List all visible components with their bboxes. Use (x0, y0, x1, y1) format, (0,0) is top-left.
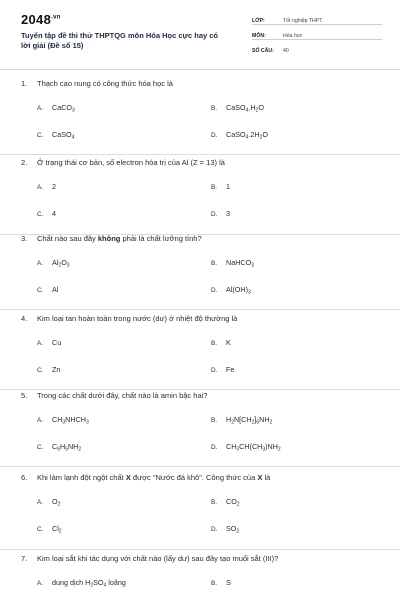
question-number: 7. (21, 554, 28, 563)
option-key: D. (211, 367, 218, 374)
meta-key: MÔN: (252, 33, 266, 39)
option-text: Al (52, 285, 59, 294)
option-key: A. (37, 417, 44, 424)
option-key: A. (37, 340, 44, 347)
answer-option-b[interactable] (211, 103, 264, 112)
option-text: $SO_2$ (226, 524, 240, 535)
answer-option-c[interactable] (37, 209, 56, 218)
option-key: B. (211, 105, 218, 112)
question-number: 6. (21, 473, 28, 482)
answer-option-b[interactable] (211, 182, 230, 191)
meta-row-subject (252, 26, 382, 40)
option-text: $Al(OH)_3$ (226, 285, 251, 296)
question-text: Chất nào sau đây không phải là chất lưỡng tính? (37, 234, 202, 243)
option-key: B. (211, 184, 218, 191)
question-3 (0, 234, 400, 310)
option-text: Fe (226, 365, 235, 374)
option-text: $CH_3NHCH_3$ (52, 415, 89, 426)
question-number: 1. (21, 79, 28, 88)
option-key: B. (211, 499, 218, 506)
page-title: Tuyển tập đề thi thử THPTQG môn Hóa Học cực hay có lời giải (Đề số 15) (21, 31, 218, 50)
answer-option-a[interactable] (37, 338, 61, 347)
question-stem (21, 391, 207, 400)
question-text: Thạch cao nung có công thức hóa học là (37, 79, 173, 88)
option-key: B. (211, 417, 218, 424)
option-key: D. (211, 444, 218, 451)
answer-option-b[interactable] (211, 338, 231, 347)
option-key: D. (211, 526, 218, 533)
option-text: $Cl_2$ (52, 524, 62, 535)
answer-option-c[interactable] (37, 365, 60, 374)
answer-option-c[interactable] (37, 442, 81, 451)
logo-suffix: .vn (51, 14, 61, 21)
option-key: B. (211, 580, 218, 587)
option-text: NaHCO$_3$ (226, 258, 254, 269)
meta-row-count (252, 41, 382, 54)
option-key: D. (211, 287, 218, 294)
site-logo[interactable] (21, 12, 61, 27)
question-number: 2. (21, 158, 28, 167)
meta-value: Hóa học (283, 33, 303, 39)
question-stem (21, 314, 237, 323)
option-text: Zn (52, 365, 61, 374)
answer-option-b[interactable] (211, 258, 254, 267)
answer-option-d[interactable] (211, 524, 239, 533)
option-key: A. (37, 260, 44, 267)
logo-text: 2048 (21, 12, 52, 27)
exam-meta (252, 11, 382, 55)
option-key: C. (37, 526, 44, 533)
option-text: $CO_2$ (226, 497, 240, 508)
answer-option-b[interactable] (211, 497, 240, 506)
question-stem (21, 473, 270, 482)
question-5 (0, 391, 400, 467)
option-text: 1 (226, 182, 230, 191)
answer-option-d[interactable] (211, 209, 230, 218)
answer-option-a[interactable] (37, 415, 89, 424)
option-text: 2 (52, 182, 56, 191)
option-key: B. (211, 340, 218, 347)
option-key: D. (211, 132, 218, 139)
question-1 (0, 79, 400, 155)
question-text: Khi làm lạnh đột ngột chất X được "Nước đá khô". Công thức của X là (37, 473, 271, 482)
option-text: $H_2N[CH_2]_6NH_2$ (226, 415, 273, 426)
option-key: C. (37, 132, 44, 139)
answer-option-a[interactable] (37, 497, 60, 506)
question-number: 5. (21, 391, 28, 400)
question-stem (21, 234, 202, 243)
option-text: 4 (52, 209, 56, 218)
option-key: B. (211, 260, 218, 267)
option-text: CaSO$_4$ (52, 130, 75, 141)
option-text: $CaSO_4.H_2O$ (226, 103, 264, 114)
option-text: K (226, 338, 231, 347)
question-number: 4. (21, 314, 28, 323)
option-text: $C_6H_5NH_2$ (52, 442, 82, 453)
option-key: A. (37, 499, 44, 506)
question-stem (21, 79, 173, 88)
option-text: $Al_2O_3$ (52, 258, 70, 269)
option-text: $CH_3CH(CH_3)NH_2$ (226, 442, 281, 453)
question-text: Trong các chất dưới đây, chất nào là amin bậc hai? (37, 391, 208, 400)
answer-option-a[interactable] (37, 578, 126, 587)
question-7 (0, 554, 400, 614)
answer-option-b[interactable] (211, 415, 272, 424)
answer-option-a[interactable] (37, 258, 70, 267)
question-text: Ở trạng thái cơ bản, số electron hóa trị của Al (Z = 13) là (37, 158, 225, 167)
question-4 (0, 314, 400, 390)
answer-option-b[interactable] (211, 578, 231, 587)
question-6 (0, 473, 400, 550)
option-text: $O_2$ (52, 497, 61, 508)
option-text: CaCO$_3$ (52, 103, 75, 114)
option-key: A. (37, 105, 44, 112)
header (0, 0, 400, 70)
meta-row-class (252, 11, 382, 25)
answer-option-a[interactable] (37, 182, 56, 191)
answer-option-a[interactable] (37, 103, 75, 112)
question-text: Kim loại sắt khi tác dụng với chất nào (lấy dư) sau đây tạo muối sắt (III)? (37, 554, 279, 563)
answer-option-c[interactable] (37, 524, 62, 533)
question-number: 3. (21, 234, 28, 243)
option-key: C. (37, 367, 44, 374)
option-key: A. (37, 580, 44, 587)
option-text: S (226, 578, 231, 587)
answer-option-d[interactable] (211, 285, 251, 294)
question-stem (21, 158, 225, 167)
option-key: D. (211, 211, 218, 218)
answer-option-d[interactable] (211, 442, 281, 451)
question-stem (21, 554, 278, 563)
option-key: C. (37, 444, 44, 451)
answer-option-c[interactable] (37, 285, 58, 294)
meta-key: SỐ CÂU: (252, 48, 274, 54)
meta-value: 40 (283, 48, 289, 54)
option-key: C. (37, 287, 44, 294)
question-text: Kim loại tan hoàn toàn trong nước (dư) ở nhiệt độ thường là (37, 314, 238, 323)
option-key: A. (37, 184, 44, 191)
answer-option-d[interactable] (211, 365, 234, 374)
question-2 (0, 158, 400, 235)
header-divider (0, 69, 400, 70)
option-text: 3 (226, 209, 230, 218)
option-text: Cu (52, 338, 62, 347)
meta-key: LỚP: (252, 18, 265, 24)
option-text: $CaSO_4.2H_2O$ (226, 130, 268, 141)
option-text: dung dịch $H_2SO_4$ loãng (52, 578, 126, 589)
option-key: C. (37, 211, 44, 218)
meta-value: Tốt nghiệp THPT (283, 18, 323, 24)
answer-option-d[interactable] (211, 130, 268, 139)
answer-option-c[interactable] (37, 130, 74, 139)
